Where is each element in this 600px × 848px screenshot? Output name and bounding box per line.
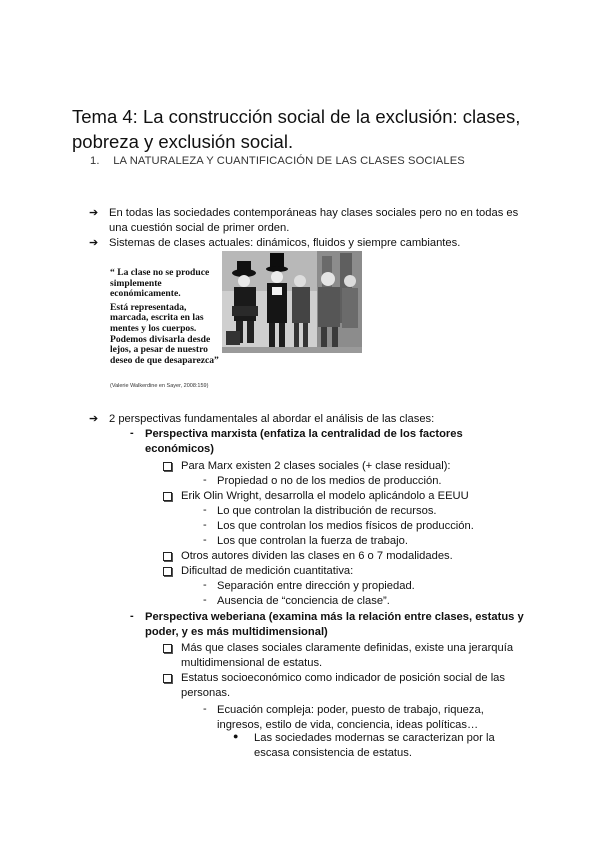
weberiana-sub-line-2: ingresos, estilo de vida, conciencia, ideas políticas… [217, 719, 479, 731]
perspectives-intro: 2 perspectivas fundamentales al abordar el análisis de las clases: [109, 413, 435, 425]
section-heading [90, 155, 465, 167]
dash-bullet-icon: - [203, 579, 207, 591]
square-bullet-icon [163, 492, 172, 501]
square-bullet-icon [163, 462, 172, 471]
weberiana-heading-line-1: Perspectiva weberiana (examina más la relación entre clases, estatus y [145, 611, 524, 623]
quote-paragraph-1: “ La clase no se produce simplemente económicamente. [110, 267, 210, 300]
arrow-bullet-icon: ➔ [89, 413, 99, 425]
arrow-bullet-icon: ➔ [89, 207, 99, 219]
marxista-item-2-sub-1: Lo que controlan la distribución de recursos. [217, 505, 437, 517]
round-bullet-icon: ● [233, 731, 239, 741]
intro-item-1-line-1: En todas las sociedades contemporáneas hay clases sociales pero no en todas es [109, 207, 519, 219]
marxista-item-1: Para Marx existen 2 clases sociales (+ clase residual): [181, 460, 451, 472]
square-bullet-icon [163, 567, 172, 576]
photo-icon [222, 251, 362, 353]
intro-item-2: Sistemas de clases actuales: dinámicos, fluidos y siempre cambiantes. [109, 237, 461, 249]
marxista-heading-line-2: económicos) [145, 443, 215, 455]
intro-item-1-line-2: una cuestión social de primer orden. [109, 222, 290, 234]
weberiana-bullet-line-2: escasa consistencia de estatus. [254, 747, 412, 759]
dash-bullet-icon: - [130, 610, 134, 622]
square-bullet-icon [163, 674, 172, 683]
dash-bullet-icon: - [203, 474, 207, 486]
marxista-heading-line-1: Perspectiva marxista (enfatiza la centralidad de los factores [145, 428, 463, 440]
dash-bullet-icon: - [130, 427, 134, 439]
section-number: 1. [90, 155, 100, 167]
weberiana-bullet-line-1: Las sociedades modernas se caracterizan por la [254, 732, 495, 744]
weberiana-item-1-line-1: Más que clases sociales claramente definidas, existe una jerarquía [181, 642, 514, 654]
weberiana-item-2-line-2: personas. [181, 687, 231, 699]
weberiana-sub-line-1: Ecuación compleja: poder, puesto de trabajo, riqueza, [217, 704, 484, 716]
weberiana-heading-line-2: poder, y es más multidimensional) [145, 626, 328, 638]
marxista-item-2-sub-2: Los que controlan los medios físicos de producción. [217, 520, 474, 532]
dash-bullet-icon: - [203, 594, 207, 606]
figure-quote [110, 268, 225, 369]
quote-paragraph-2: Está representada, marcada, escrita en las mentes y los cuerpos. Podemos divisarla desde lejos, a pesar de nuestro deseo de que desaparezca” [110, 301, 219, 366]
marxista-item-4-sub-1: Separación entre dirección y propiedad. [217, 580, 415, 592]
dash-bullet-icon: - [203, 504, 207, 516]
figure-citation: (Valerie Walkerdine en Sayer, 2008:159) [110, 383, 209, 389]
marxista-item-3: Otros autores dividen las clases en 6 o 7 modalidades. [181, 550, 453, 562]
dash-bullet-icon: - [203, 703, 207, 715]
square-bullet-icon [163, 644, 172, 653]
marxista-item-1-sub-1: Propiedad o no de los medios de producción. [217, 475, 442, 487]
dash-bullet-icon: - [203, 519, 207, 531]
dash-bullet-icon: - [203, 534, 207, 546]
document-title: Tema 4: La construcción social de la exclusión: clases, pobreza y exclusión social. [72, 106, 521, 153]
marxista-item-4-sub-2: Ausencia de “conciencia de clase”. [217, 595, 390, 607]
marxista-item-4: Dificultad de medición cuantitativa: [181, 565, 354, 577]
square-bullet-icon [163, 552, 172, 561]
marxista-item-2: Erik Olin Wright, desarrolla el modelo aplicándolo a EEUU [181, 490, 469, 502]
weberiana-item-1-line-2: multidimensional de estatus. [181, 657, 323, 669]
arrow-bullet-icon: ➔ [89, 237, 99, 249]
section-label: LA NATURALEZA Y CUANTIFICACIÓN DE LAS CLASES SOCIALES [113, 155, 465, 167]
weberiana-item-2-line-1: Estatus socioeconómico como indicador de posición social de las [181, 672, 505, 684]
marxista-item-2-sub-3: Los que controlan la fuerza de trabajo. [217, 535, 408, 547]
